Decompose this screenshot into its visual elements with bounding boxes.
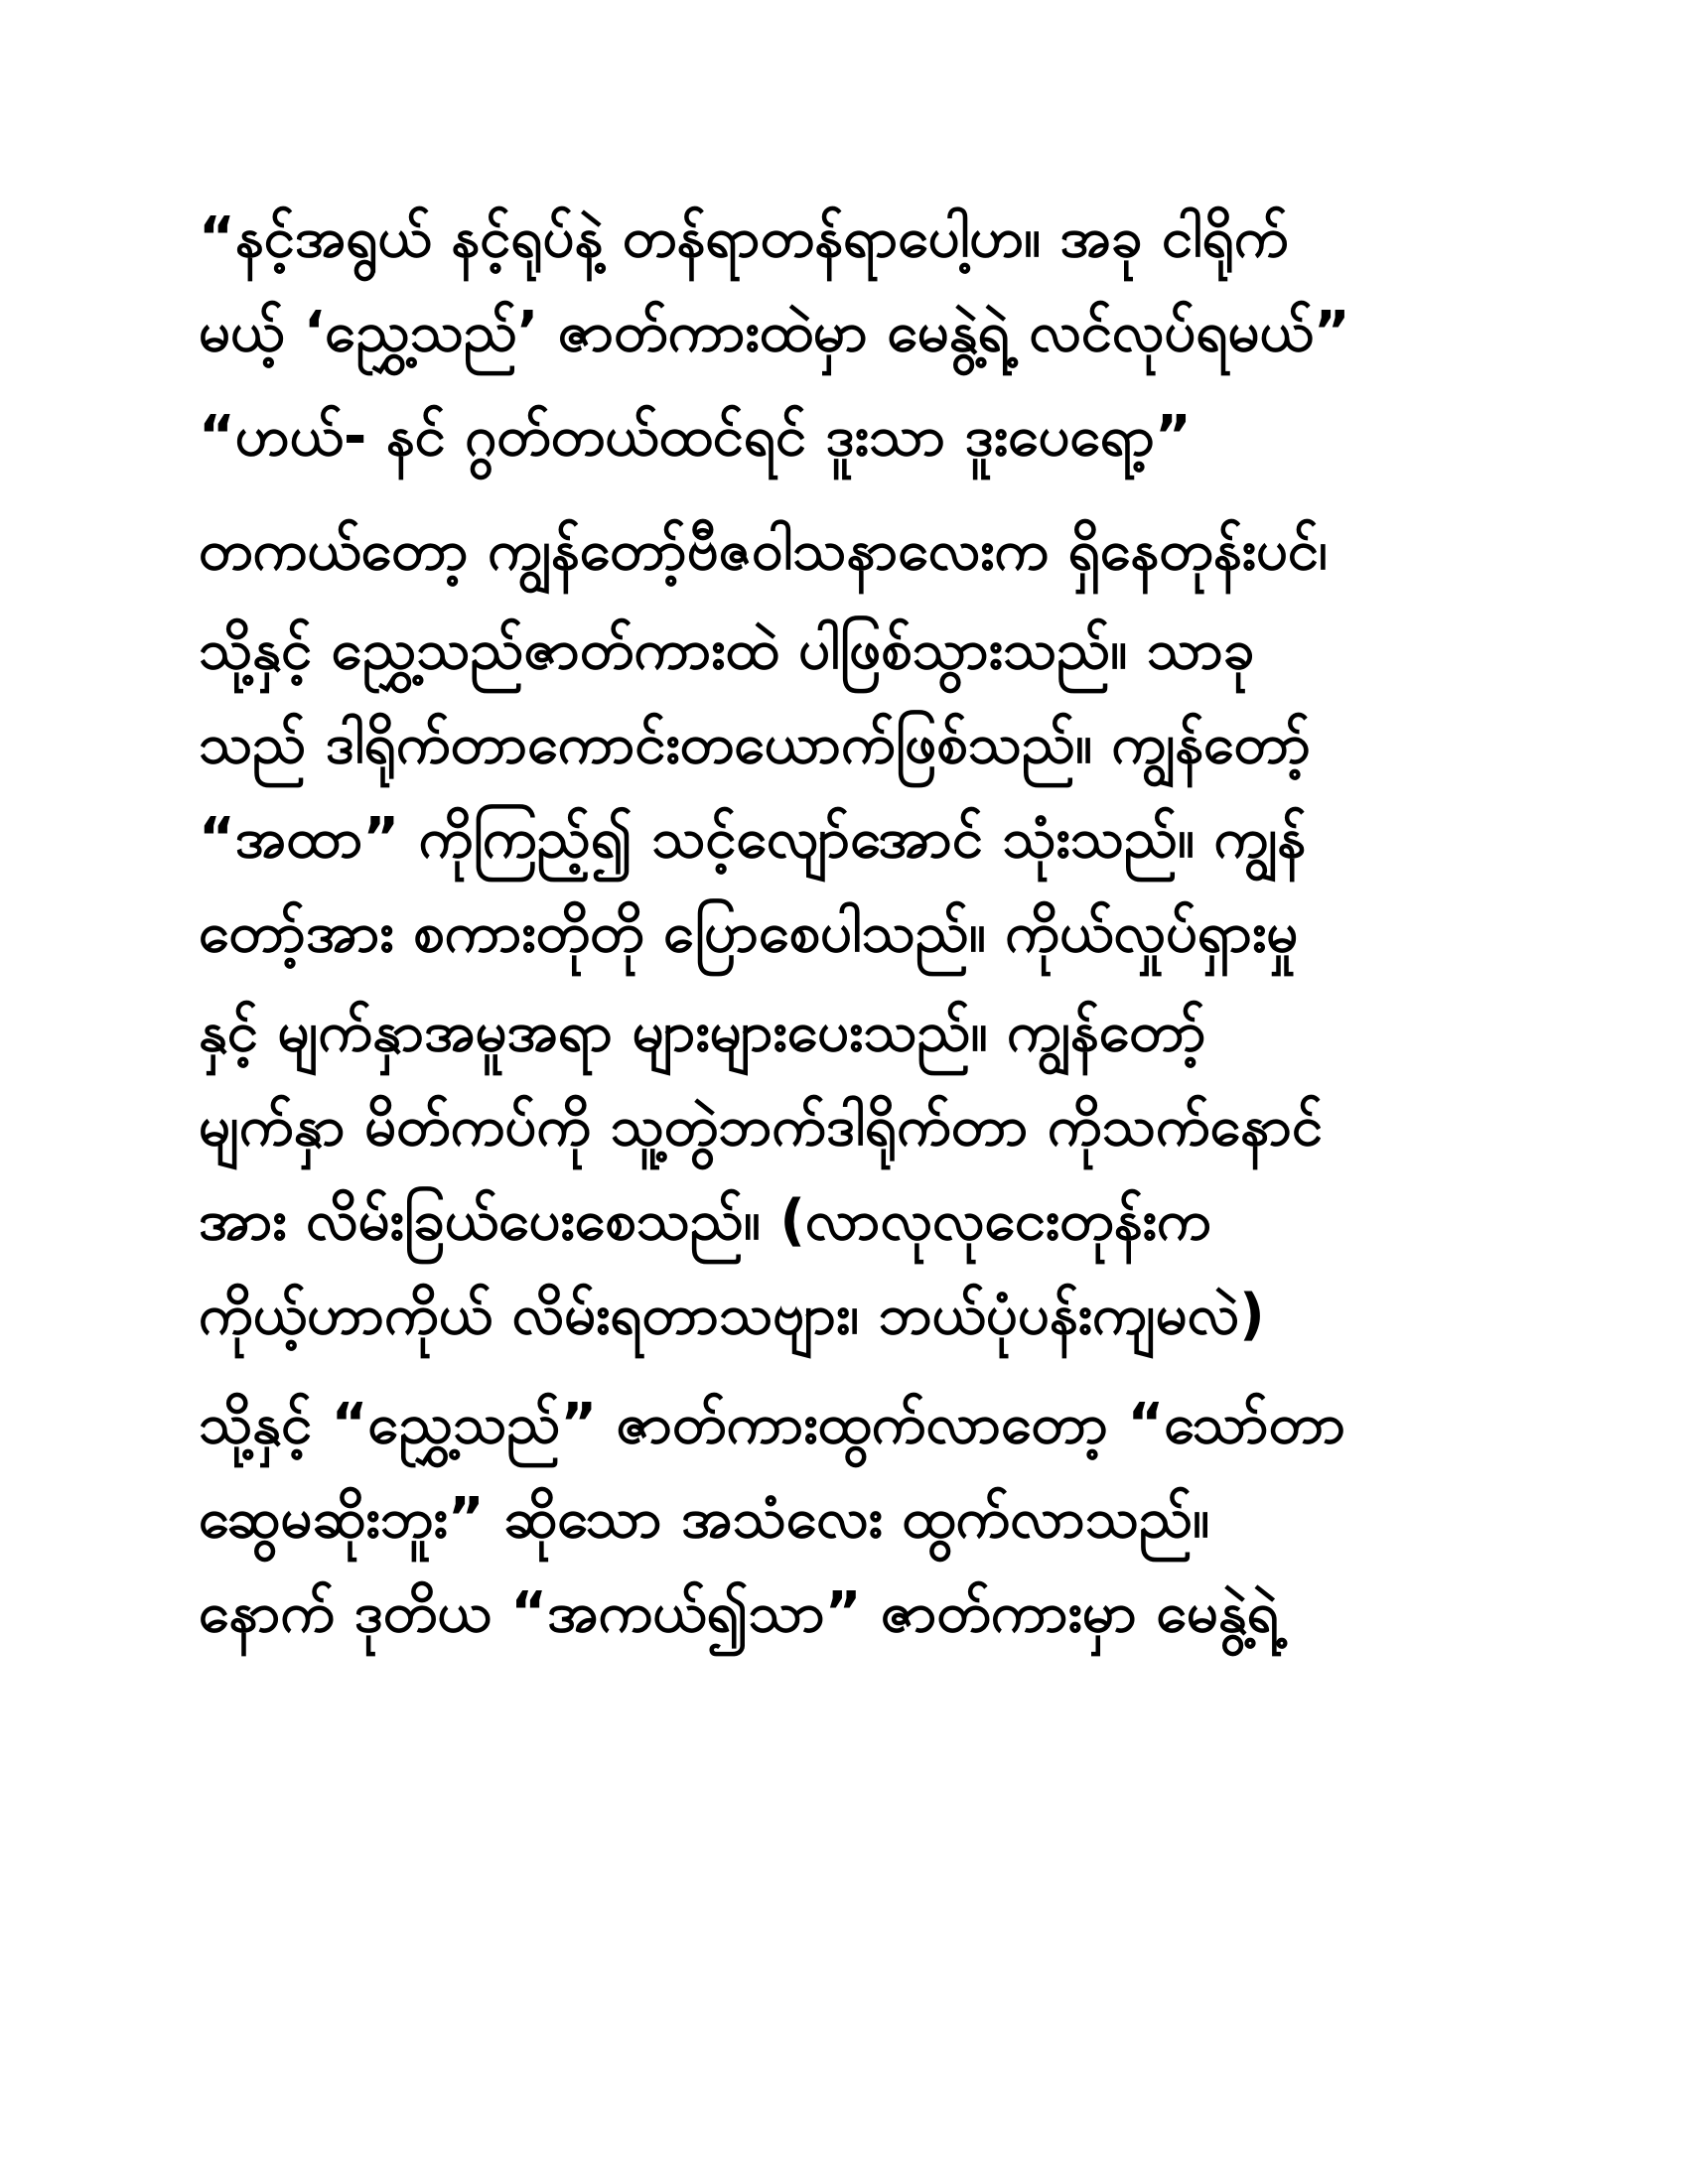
text-line-13: သို့နှင့် “ညွှေ့သည်” ဇာတ်ကားထွက်လာတော့ “သော်တာ (199, 1392, 1346, 1456)
text-line-9: နှင့် မျက်နှာအမူအရာ များများပေးသည်။ ကျွန်တော့် (199, 1000, 1206, 1064)
text-line-4: တကယ်တော့ ကျွန်တော့်ဗီဇဝါသနာလေးက ရှိနေတုန်းပင်၊ (199, 518, 1328, 583)
text-line-5: သို့နှင့် ညွှေ့သည်ဇာတ်ကားထဲ ပါဖြစ်သွားသည်။ သာခု (199, 617, 1255, 682)
text-line-15: နောက် ဒုတိယ “အကယ်၍သာ” ဇာတ်ကားမှာ မေနွဲ့ရဲ့ (199, 1580, 1279, 1645)
text-line-10: မျက်နှာ မိတ်ကပ်ကို သူ့တွဲဘက်ဒါရိုက်တာ ကိုသက်နောင် (199, 1094, 1324, 1159)
text-line-2: မယ့် ‘ညွှေ့သည်’ ဇာတ်ကားထဲမှာ မေနွဲ့ရဲ့ လင်လုပ်ရမယ်” (199, 300, 1350, 364)
text-line-3: “ဟယ်- နင် ဂွတ်တယ်ထင်ရင် ဒူးသာ ဒူးပေရော့” (199, 404, 1192, 469)
text-line-1: “နင့်အရွယ် နင့်ရုပ်နဲ့ တန်ရာတန်ရာပေါ့ဟ။ အခု ငါရိုက် (199, 205, 1289, 270)
text-line-8: တော့်အား စကားတိုတို ပြောစေပါသည်။ ကိုယ်လှုပ်ရှားမှု (199, 900, 1299, 965)
text-line-11: အား လိမ်းခြယ်ပေးစေသည်။ (လာလုလုငေးတုန်းက (199, 1188, 1211, 1253)
text-line-7: “အထာ” ကိုကြည့်၍ သင့်လျော်အောင် သုံးသည်။ ကျွန် (199, 806, 1307, 871)
text-line-14: ဆွေမဆိုးဘူး” ဆိုသော အသံလေး ထွက်လာသည်။ (199, 1486, 1210, 1551)
text-line-6: သည် ဒါရိုက်တာကောင်းတယောက်ဖြစ်သည်။ ကျွန်တော့် (199, 712, 1311, 776)
text-line-12: ကိုယ့်ဟာကိုယ် လိမ်းရတာသဗျား၊ ဘယ်ပုံပန်းကျမလဲ) (199, 1283, 1265, 1347)
